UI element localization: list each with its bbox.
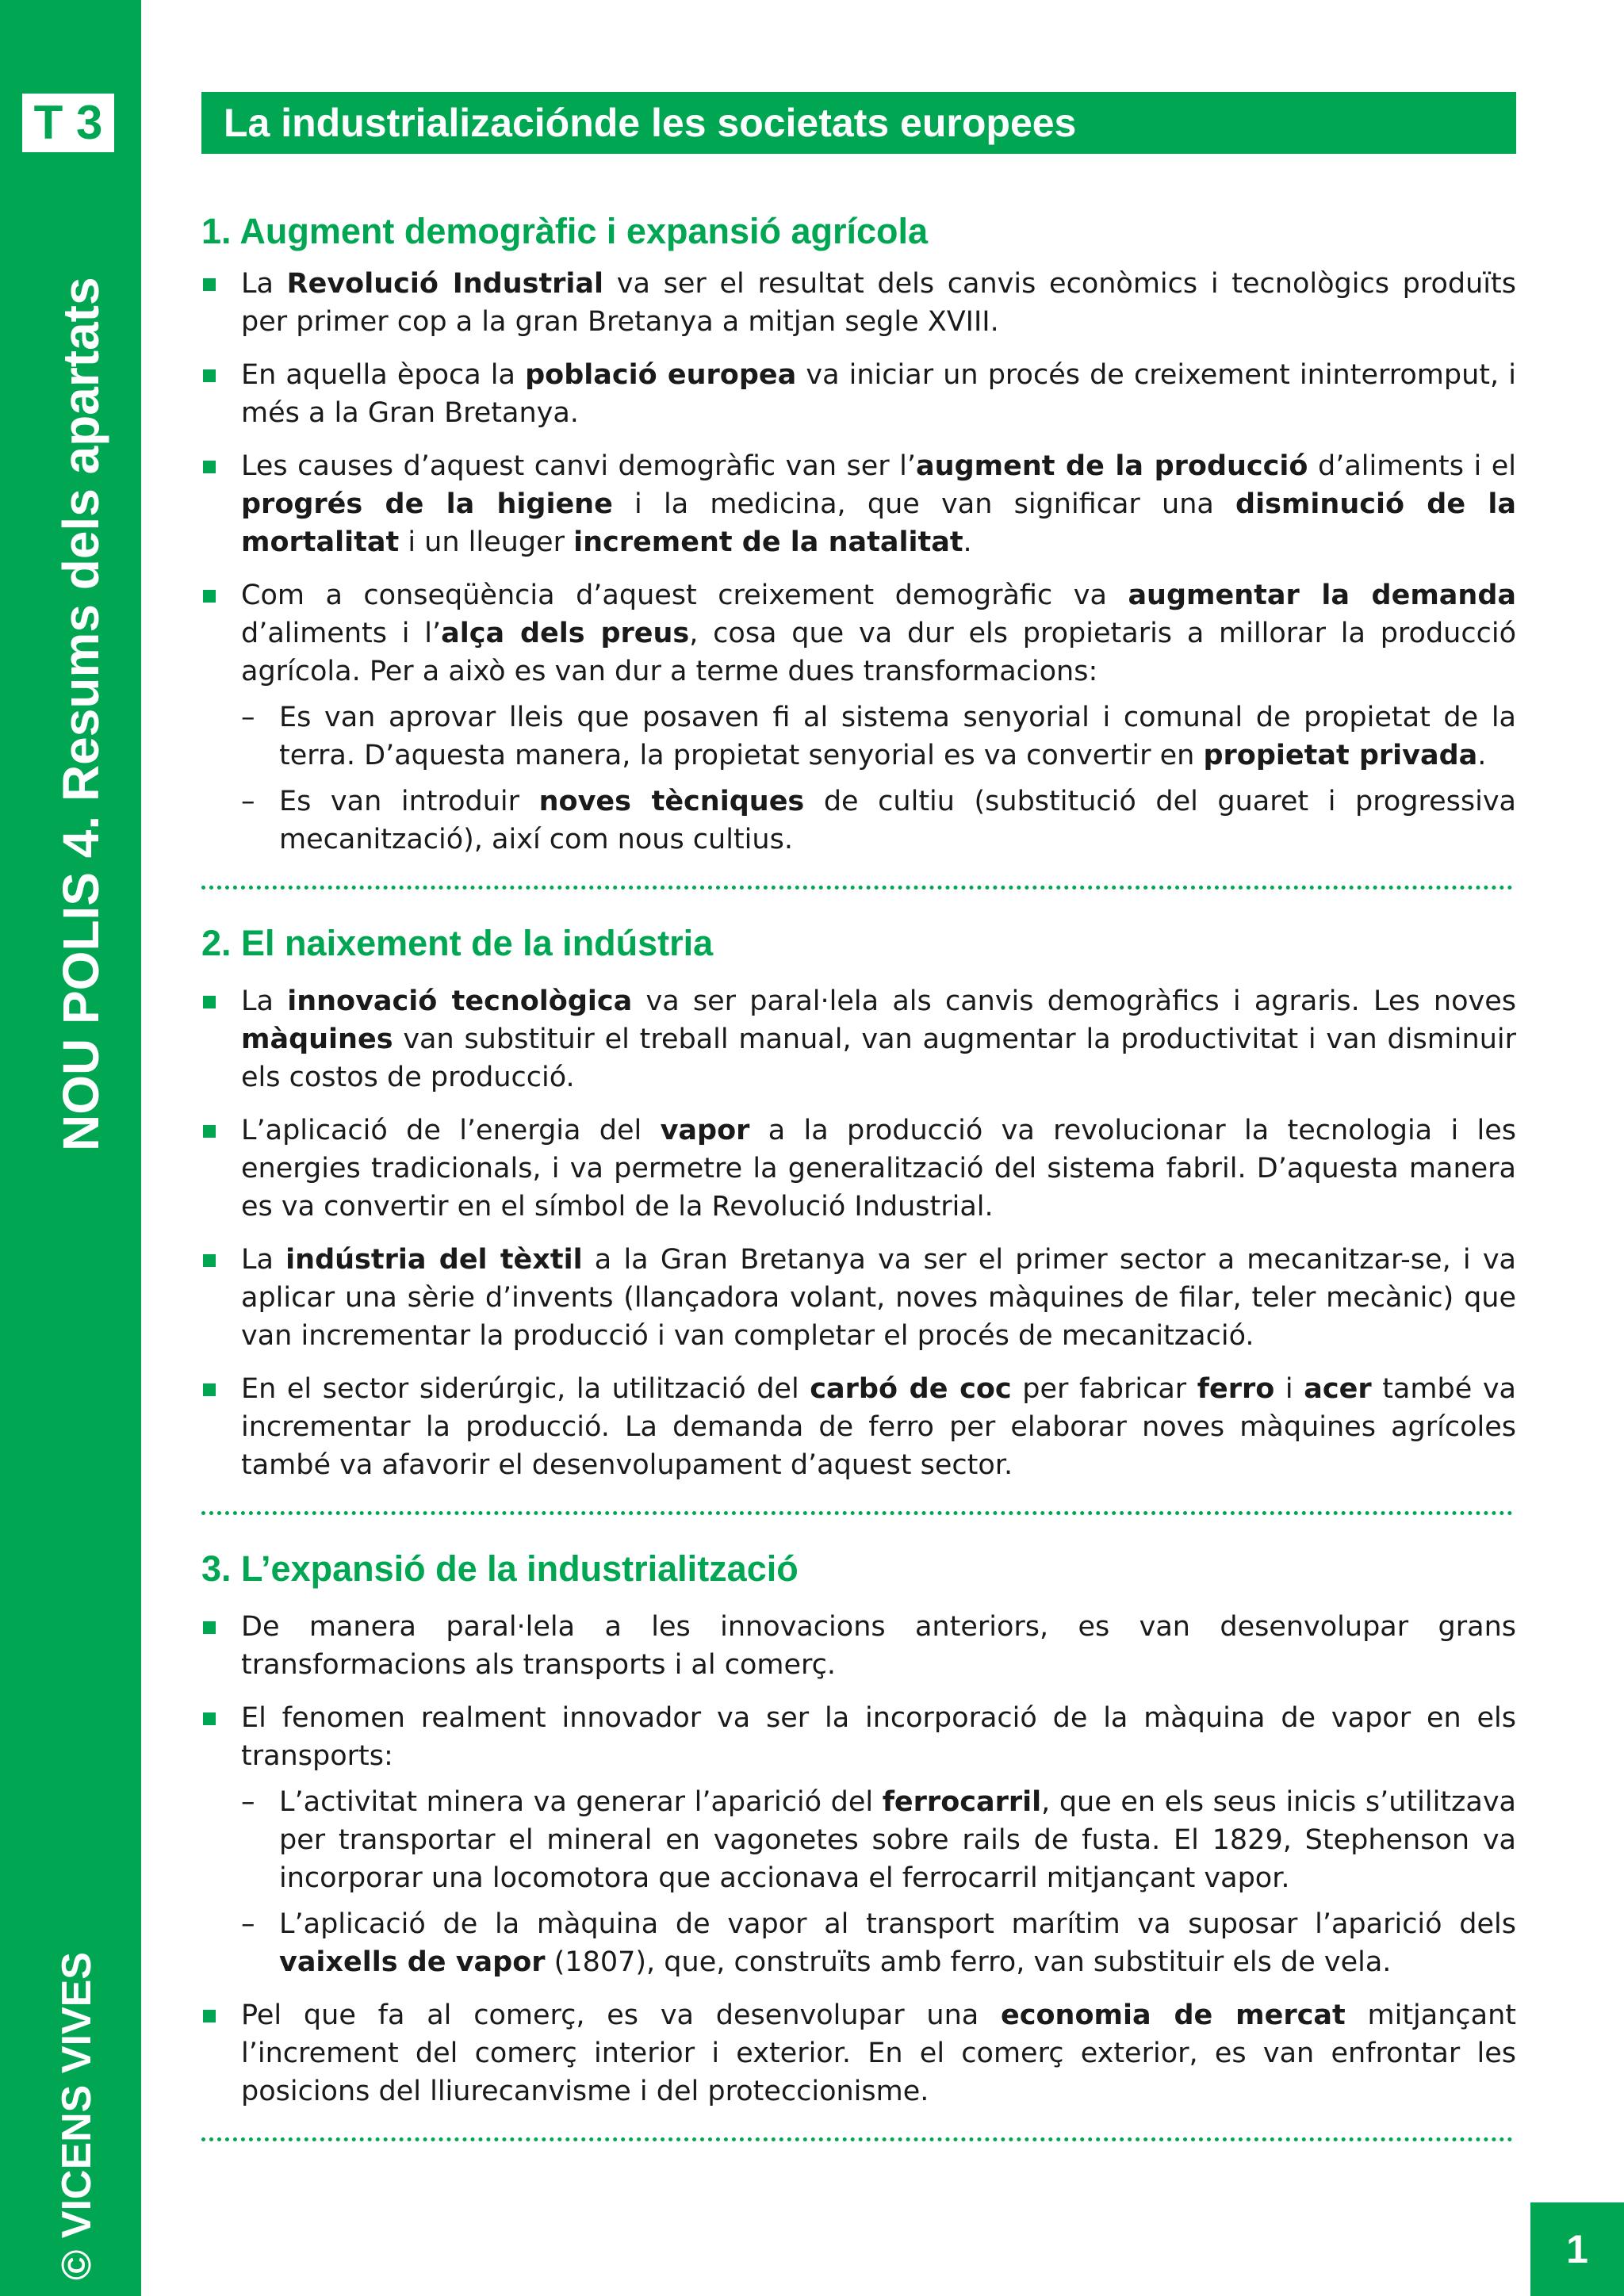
text-run: a la Gran Bretanya va ser el primer sector a mecanitzar-se, i va aplicar una sèrie d’invents (llançadora volant, noves màquines de filar, teler mecànic) que van incrementar la producció i van completar el procés de mecanització. (241, 1244, 1516, 1352)
text-run: i (1274, 1373, 1304, 1405)
text-run: va ser paral·lela als canvis demogràfics i agraris. Les noves (632, 985, 1517, 1017)
square-bullet-icon (203, 1125, 216, 1138)
text-run: , cosa que va dur els propietaris a millorar la producció agrícola. Per a això es van dur a terme dues transformacions: (241, 618, 1516, 687)
section-heading: 1. Augment demogràfic i expansió agrícola (201, 211, 929, 251)
dash-subitem (201, 698, 1516, 775)
bullet-item (201, 982, 1516, 1096)
bold-term: propietat privada (1203, 740, 1478, 771)
text-run: mitjançant l’increment del comerç interior i exterior. En el comerç exterior, es van enfrontar les posicions del lliurecanvisme i del proteccionisme. (241, 1999, 1516, 2107)
bullet-item (201, 265, 1516, 341)
bullet-item (201, 356, 1516, 432)
text-run: Es van aprovar lleis que posaven fi al sistema senyorial i comunal de propietat de la terra. D’aquesta manera, la propietat senyorial es va convertir en (279, 702, 1516, 771)
text-run: En el sector siderúrgic, la utilització del (241, 1373, 810, 1405)
bullet-item (201, 1699, 1516, 1775)
text-run: Es van introduir (279, 786, 539, 817)
square-bullet-icon (203, 369, 216, 382)
dotted-divider (201, 886, 1513, 890)
dash-marker: – (241, 786, 255, 817)
bold-term: augmentar la demanda (1128, 580, 1516, 611)
text-run: va iniciar un procés de creixement ininterromput, i més a la Gran Bretanya. (241, 359, 1516, 429)
bullet-item (201, 1370, 1516, 1484)
bold-term: vaixells de vapor (279, 1946, 546, 1978)
bold-term: disminució de la mortalitat (241, 488, 1516, 558)
bold-term: progrés de la higiene (241, 488, 613, 520)
text-run: Com a conseqüència d’aquest creixement demogràfic va (241, 580, 1128, 611)
text-run: va ser el resultat dels canvis econòmics i tecnològics produïts per primer cop a la gran Bretanya a mitjan segle XVIII. (241, 268, 1516, 338)
square-bullet-icon (203, 461, 216, 473)
bold-term: innovació tecnològica (287, 985, 633, 1017)
square-bullet-icon (203, 2010, 216, 2022)
bullet-item (201, 1241, 1516, 1355)
bold-term: ferro (1197, 1373, 1275, 1405)
text-run: Les causes d’aquest canvi demogràfic van ser l’ (241, 450, 917, 482)
book-title: NOU POLIS 4. Resums dels apartats (52, 277, 109, 1151)
bold-term: ferrocarril (882, 1786, 1042, 1818)
text-run: La (241, 1244, 286, 1276)
text-run: La (241, 268, 287, 300)
text-run: . (963, 526, 972, 558)
square-bullet-icon (203, 1254, 216, 1267)
text-run: L’aplicació de l’energia del (241, 1115, 661, 1146)
bold-term: carbó de coc (810, 1373, 1012, 1405)
text-run: La (241, 985, 288, 1017)
topic-badge: T 3 (22, 94, 114, 152)
dash-marker: – (241, 1908, 255, 1940)
sidebar (0, 0, 141, 2296)
text-run: d’aliments i l’ (241, 618, 442, 649)
text-run: L’aplicació de la màquina de vapor al transport marítim va suposar l’aparició dels (279, 1908, 1516, 1940)
section-1 (201, 208, 1516, 890)
bold-term: població europea (525, 359, 797, 391)
dash-subitem (201, 1905, 1516, 1981)
text-run: L’activitat minera va generar l’aparició del (279, 1786, 883, 1818)
bullet-item (201, 576, 1516, 691)
text-run: i un lleuger (399, 526, 574, 558)
bullet-item (201, 1608, 1516, 1684)
text-run: , que en els seus inicis s’utilitzava per transportar el mineral en vagonetes sobre rails de fusta. El 1829, Stephenson va incorporar una locomotora que accionava el ferrocarril mitjançant vapor. (279, 1786, 1516, 1894)
bold-term: noves tècniques (538, 786, 805, 817)
square-bullet-icon (203, 278, 216, 291)
text-run: Pel que fa al comerç, es va desenvolupar una (241, 1999, 1002, 2031)
dotted-divider (201, 1511, 1513, 1515)
bold-term: indústria del tèxtil (285, 1244, 583, 1276)
text-run: per fabricar (1011, 1373, 1197, 1405)
square-bullet-icon (203, 590, 216, 603)
text-run: van substituir el treball manual, van augmentar la productivitat i van disminuir els costos de producció. (241, 1024, 1516, 1093)
dash-subitem (201, 1783, 1516, 1897)
text-run: (1807), que, construïts amb ferro, van substituir els de vela. (545, 1946, 1392, 1978)
text-run: En aquella època la (241, 359, 526, 391)
bold-term: augment de la producció (916, 450, 1308, 482)
page-title: La industrializaciónde les societats europees (201, 92, 1516, 154)
text-run: . (1477, 740, 1487, 771)
section-heading: 2. El naixement de la indústria (201, 923, 714, 963)
main-content (201, 208, 1516, 2172)
text-run: també va incrementar la producció. La demanda de ferro per elaborar noves màquines agrícoles també va afavorir el desenvolupament d’aquest sector. (241, 1373, 1516, 1481)
text-run: d’aliments i el (1308, 450, 1516, 482)
dash-subitem (201, 783, 1516, 859)
publisher-credit: © VICENS VIVES (54, 1952, 100, 2280)
bullet-item (201, 447, 1516, 561)
text-run: De manera paral·lela a les innovacions anteriors, es van desenvolupar grans transformacions als transports i al comerç. (241, 1611, 1516, 1681)
dash-marker: – (241, 702, 255, 733)
text-run: de cultiu (substitució del guaret i progressiva mecanització), així com nous cultius. (279, 786, 1516, 855)
square-bullet-icon (203, 996, 216, 1008)
bold-term: vapor (660, 1115, 750, 1146)
bold-term: màquines (241, 1024, 393, 1055)
text-run: i la medicina, que van significar una (612, 488, 1236, 520)
square-bullet-icon (203, 1383, 216, 1396)
section-heading: 3. L’expansió de la industrialització (201, 1548, 799, 1589)
section-3 (201, 1545, 1516, 2141)
bold-term: economia de mercat (1001, 1999, 1346, 2031)
bold-term: increment de la natalitat (573, 526, 963, 558)
bold-term: alça dels preus (441, 618, 690, 649)
text-run: El fenomen realment innovador va ser la incorporació de la màquina de vapor en els transports: (241, 1702, 1516, 1772)
bullet-item (201, 1996, 1516, 2110)
square-bullet-icon (203, 1712, 216, 1725)
section-2 (201, 920, 1516, 1515)
bold-term: acer (1304, 1373, 1372, 1405)
dotted-divider (201, 2137, 1513, 2141)
bold-term: Revolució Industrial (286, 268, 604, 300)
page-number: 1 (1530, 2202, 1624, 2296)
square-bullet-icon (203, 1621, 216, 1634)
dash-marker: – (241, 1786, 255, 1818)
bullet-item (201, 1112, 1516, 1226)
text-run: a la producció va revolucionar la tecnologia i les energies tradicionals, i va permetre la generalització del sistema fabril. D’aquesta manera es va convertir en el símbol de la Revolució Industrial. (241, 1115, 1516, 1223)
